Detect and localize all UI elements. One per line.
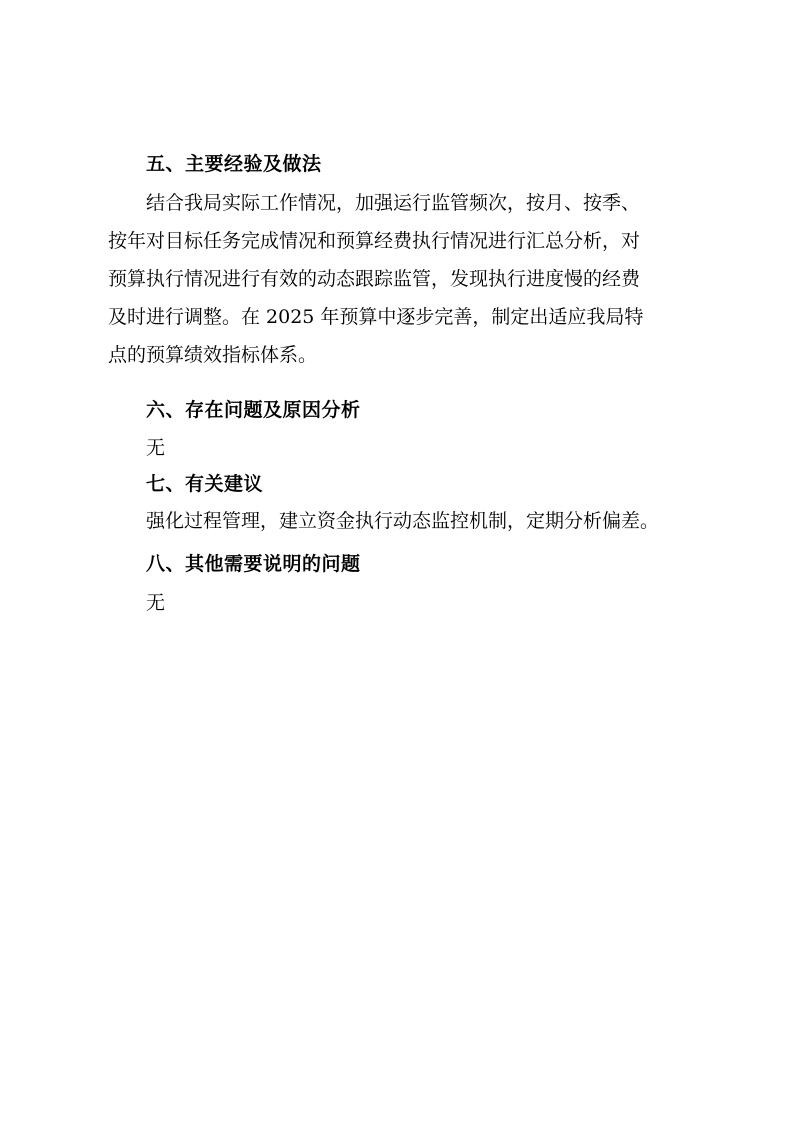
- section-8-body: 无: [146, 592, 166, 614]
- section-7-body: 强化过程管理，建立资金执行动态监控机制，定期分析偏差。: [146, 510, 660, 532]
- section-6-body: 无: [146, 437, 166, 459]
- section-6-heading: 六、存在问题及原因分析: [146, 399, 361, 421]
- section-7-heading: 七、有关建议: [146, 473, 264, 495]
- section-5-line-5: 点的预算绩效指标体系。: [108, 344, 318, 366]
- section-8-heading: 八、其他需要说明的问题: [146, 553, 361, 575]
- section-5-line-3: 预算执行情况进行有效的动态跟踪监管，发现执行进度慢的经费: [108, 268, 641, 290]
- section-5-line-1: 结合我局实际工作情况，加强运行监管频次，按月、按季、: [146, 192, 641, 214]
- section-5-line-2: 按年对目标任务完成情况和预算经费执行情况进行汇总分析，对: [108, 230, 641, 252]
- section-5-heading: 五、主要经验及做法: [146, 153, 322, 175]
- section-5-line-4: 及时进行调整。在 2025 年预算中逐步完善，制定出适应我局特: [108, 306, 644, 328]
